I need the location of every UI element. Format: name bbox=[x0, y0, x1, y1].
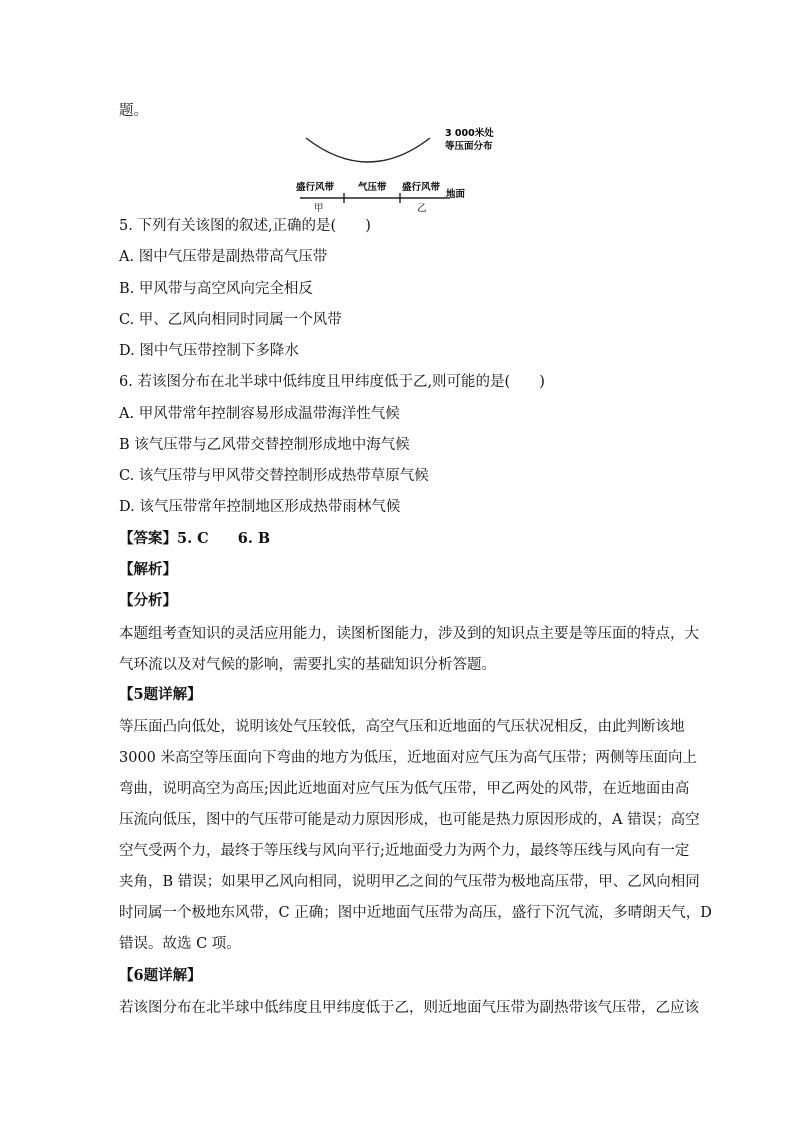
segment-middle: 气压带 bbox=[358, 182, 387, 193]
q5-option-c: C. 甲、乙风向相同时同属一个风带 bbox=[119, 312, 342, 328]
q6-option-a: A. 甲风带常年控制容易形成温带海洋性气候 bbox=[119, 406, 400, 422]
q6-detail-paragraph bbox=[119, 993, 699, 1024]
segment-left: 盛行风带 bbox=[296, 182, 335, 193]
q5-option-a: A. 图中气压带是副热带高气压带 bbox=[119, 249, 328, 265]
q6-option-c: C. 该气压带与甲风带交替控制形成热带草原气候 bbox=[119, 468, 429, 484]
fenxi-line: 气环流以及对气候的影响，需要扎实的基础知识分析答题。 bbox=[119, 657, 496, 673]
label-3000m: 3 000米处 bbox=[445, 128, 494, 139]
jiexi-heading: 【解析】 bbox=[119, 561, 177, 578]
label-jia: 甲 bbox=[314, 203, 324, 214]
q6-stem: 6. 若该图分布在北半球中低纬度且甲纬度低于乙,则可能的是( ) bbox=[119, 374, 545, 390]
q6-option-d: D. 该气压带常年控制地区形成热带雨林气候 bbox=[119, 499, 401, 515]
q5-detail-line: 3000 米高空等压面向下弯曲的地方为低压，近地面对应气压为高气压带；两侧等压面向上 bbox=[119, 750, 698, 766]
q6-detail-line: 若该图分布在北半球中低纬度且甲纬度低于乙，则近地面气压带为副热带该气压带，乙应该 bbox=[119, 1000, 699, 1016]
q5-detail-line: 时同属一个极地东风带，C 正确；图中近地面气压带为高压，盛行下沉气流，多晴朗天气，D bbox=[119, 905, 712, 921]
isobar-diagram bbox=[290, 124, 520, 214]
fenxi-paragraph bbox=[119, 619, 699, 681]
q6-detail-heading: 【6题详解】 bbox=[119, 967, 202, 984]
q5-detail-line: 等压面凸向低处，说明该处气压较低，高空气压和近地面的气压状况相反，由此判断该地 bbox=[119, 719, 685, 735]
isobar-curve bbox=[306, 138, 430, 162]
pressure-figure bbox=[290, 124, 520, 214]
label-yi: 乙 bbox=[417, 203, 427, 214]
q5-detail-heading: 【5题详解】 bbox=[119, 686, 202, 703]
ground-label: 地面 bbox=[446, 189, 466, 200]
fenxi-heading: 【分析】 bbox=[119, 592, 177, 609]
answer-line: 【答案】5. C 6. B bbox=[119, 530, 271, 547]
segment-right: 盛行风带 bbox=[402, 182, 441, 193]
label-isobar: 等压面分布 bbox=[445, 141, 493, 152]
q5-detail-line: 错误。故选 C 项。 bbox=[119, 936, 241, 952]
q5-option-b: B. 甲风带与高空风向完全相反 bbox=[119, 281, 313, 297]
q5-detail-line: 弯曲，说明高空为高压;因此近地面对应气压为低气压带，甲乙两处的风带，在近地面由高 bbox=[119, 781, 690, 797]
q6-option-b: B 该气压带与乙风带交替控制形成地中海气候 bbox=[119, 437, 410, 453]
q5-stem: 5. 下列有关该图的叙述,正确的是( ) bbox=[119, 218, 371, 234]
q5-option-d: D. 图中气压带控制下多降水 bbox=[119, 343, 299, 359]
q5-detail-line: 夹角，B 错误；如果甲乙风向相同，说明甲乙之间的气压带为极地高压带，甲、乙风向相同 bbox=[119, 874, 700, 890]
q5-detail-line: 压流向低压，图中的气压带可能是动力原因形成，也可能是热力原因形成的，A 错误；高空 bbox=[119, 812, 700, 828]
q5-detail-paragraph bbox=[119, 712, 712, 960]
q5-detail-line: 空气受两个力，最终于等压线与风向平行;近地面受力为两个力，最终等压线与风向有一定 bbox=[119, 843, 690, 859]
intro-tail: 题。 bbox=[119, 103, 148, 119]
fenxi-line: 本题组考查知识的灵活应用能力，读图析图能力，涉及到的知识点主要是等压面的特点，大 bbox=[119, 626, 699, 642]
